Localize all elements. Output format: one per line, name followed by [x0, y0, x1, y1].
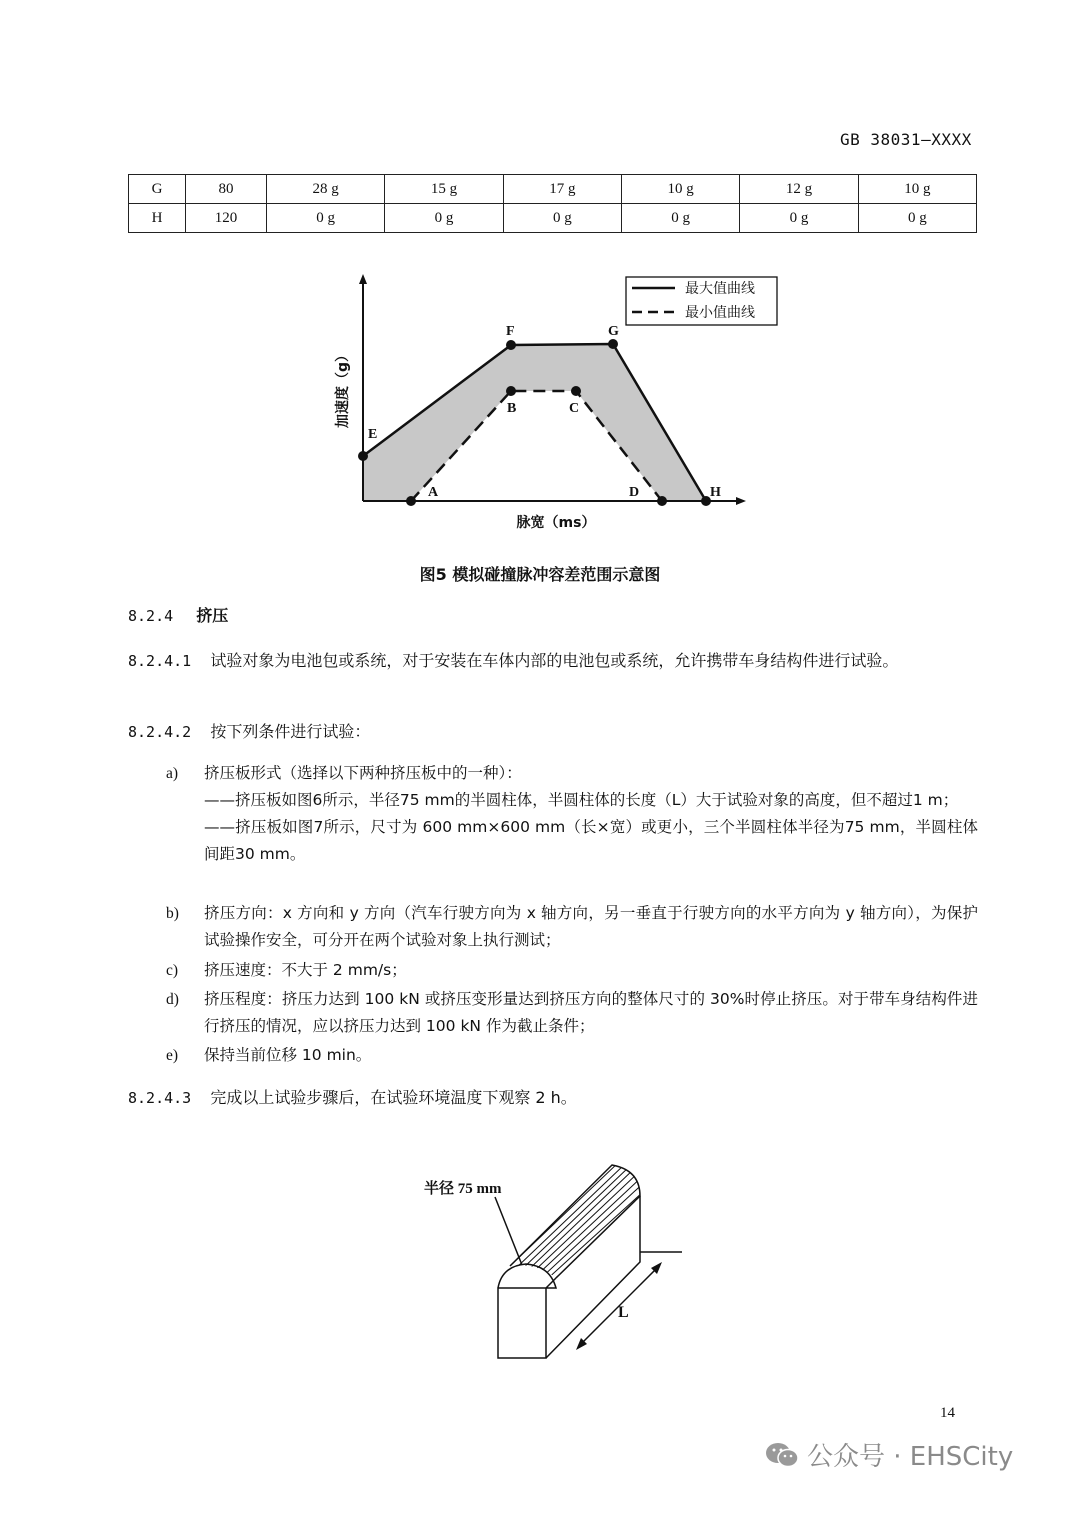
clause-text: 完成以上试验步骤后，在试验环境温度下观察 2 h。: [210, 1088, 577, 1107]
point-label-h: H: [710, 485, 721, 500]
table-cell: 10 g: [858, 175, 976, 204]
clause-text: 按下列条件进行试验：: [210, 722, 371, 741]
list-item-b: [166, 900, 978, 954]
point-label-a: A: [428, 485, 439, 500]
table-row: [129, 204, 977, 233]
table-cell: 0 g: [385, 204, 503, 233]
page-number: 14: [940, 1405, 955, 1421]
pulse-tolerance-diagram: [318, 268, 778, 538]
list-item-d: [166, 986, 978, 1040]
table-cell: 80: [186, 175, 267, 204]
table-cell: 120: [186, 204, 267, 233]
tolerance-table: [128, 174, 977, 233]
point-label-g: G: [608, 324, 619, 339]
section-title: 挤压: [196, 606, 229, 625]
table-cell: 0 g: [621, 204, 739, 233]
x-axis-arrow-icon: [736, 497, 746, 505]
list-text: 挤压方向：x 方向和 y 方向（汽车行驶方向为 x 轴方向，另一垂直于行驶方向的水平方向为 y 轴方向），为保护试验操作安全，可分开在两个试验对象上执行测试；: [204, 904, 978, 949]
list-marker: d): [166, 991, 179, 1008]
watermark: [765, 1436, 1013, 1473]
y-axis-label: 加速度（g）: [335, 347, 351, 428]
table-cell: G: [129, 175, 186, 204]
point-e-marker: [358, 451, 368, 461]
list-item-e: [166, 1042, 978, 1069]
crush-plate-diagram: [410, 1160, 700, 1365]
document-code: GB 38031—XXXX: [840, 130, 972, 149]
figure-caption: 图5 模拟碰撞脉冲容差范围示意图: [419, 565, 661, 584]
y-axis-arrow-icon: [359, 274, 367, 284]
point-g-marker: [608, 339, 618, 349]
watermark-text: 公众号 · EHSCity: [807, 1442, 1014, 1472]
point-label-e: E: [368, 427, 378, 442]
tolerance-band: [363, 344, 706, 501]
radius-label: 半径 75 mm: [424, 1181, 502, 1197]
clause-8-2-4-1: [128, 647, 978, 675]
radius-leader: [495, 1197, 522, 1265]
list-marker: a): [166, 765, 179, 782]
point-c-marker: [571, 386, 581, 396]
list-marker: e): [166, 1047, 179, 1064]
table-cell: 0 g: [740, 204, 858, 233]
list-text: 保持当前位移 10 min。: [204, 1046, 372, 1064]
table-cell: 12 g: [740, 175, 858, 204]
table-cell: 0 g: [267, 204, 385, 233]
clause-text: 试验对象为电池包或系统，对于安装在车体内部的电池包或系统，允许携带车身结构件进行试验。: [210, 651, 899, 670]
list-text: 挤压板形式（选择以下两种挤压板中的一种）：: [204, 764, 522, 782]
point-label-d: D: [629, 485, 640, 500]
table-cell: 15 g: [385, 175, 503, 204]
list-text: ——挤压板如图7所示，尺寸为 600 mm×600 mm（长×宽）或更小，三个半圆柱体半径为75 mm，半圆柱体间距30 mm。: [204, 818, 978, 863]
legend: [626, 277, 777, 325]
list-text: 挤压速度：不大于 2 mm/s；: [204, 961, 407, 979]
point-f-marker: [506, 340, 516, 350]
list-text: 挤压程度：挤压力达到 100 kN 或挤压变形量达到挤压方向的整体尺寸的 30%时停止挤压。对于带车身结构件进行挤压的情况，应以挤压力达到 100 kN 作为截止条件；: [204, 990, 978, 1035]
table-cell: 28 g: [267, 175, 385, 204]
point-d-marker: [657, 496, 667, 506]
list-item-a: [166, 760, 978, 868]
point-a-marker: [406, 496, 416, 506]
list-text: ——挤压板如图6所示，半径75 mm的半圆柱体，半圆柱体的长度（L）大于试验对象的高度，但不超过1 m；: [204, 791, 959, 809]
clause-number: 8.2.4.1: [128, 652, 192, 670]
x-axis-label: 脉宽（ms）: [516, 515, 596, 531]
table-cell: 10 g: [621, 175, 739, 204]
length-label: L: [618, 1304, 629, 1321]
table-cell: 17 g: [503, 175, 621, 204]
table-cell: 0 g: [503, 204, 621, 233]
point-label-f: F: [506, 324, 515, 339]
wechat-icon: [765, 1441, 799, 1469]
clause-number: 8.2.4.3: [128, 1089, 192, 1107]
clause-8-2-4-2: [128, 718, 978, 746]
point-label-b: B: [507, 401, 517, 416]
legend-min-label: 最小值曲线: [685, 305, 755, 321]
clause-number: 8.2.4.2: [128, 723, 192, 741]
front-face-outline: [498, 1264, 556, 1358]
table-cell: H: [129, 204, 186, 233]
point-b-marker: [506, 386, 516, 396]
section-number: 8.2.4: [128, 607, 174, 625]
section-heading-8-2-4: [128, 604, 228, 628]
list-marker: b): [166, 905, 179, 922]
table-row: [129, 175, 977, 204]
legend-max-label: 最大值曲线: [685, 281, 755, 297]
semi-cylinder-hatching: [500, 1160, 670, 1287]
table-cell: 0 g: [858, 204, 976, 233]
list-item-c: [166, 957, 978, 984]
list-marker: c): [166, 962, 179, 979]
point-label-c: C: [569, 401, 580, 416]
clause-8-2-4-3: [128, 1084, 978, 1112]
